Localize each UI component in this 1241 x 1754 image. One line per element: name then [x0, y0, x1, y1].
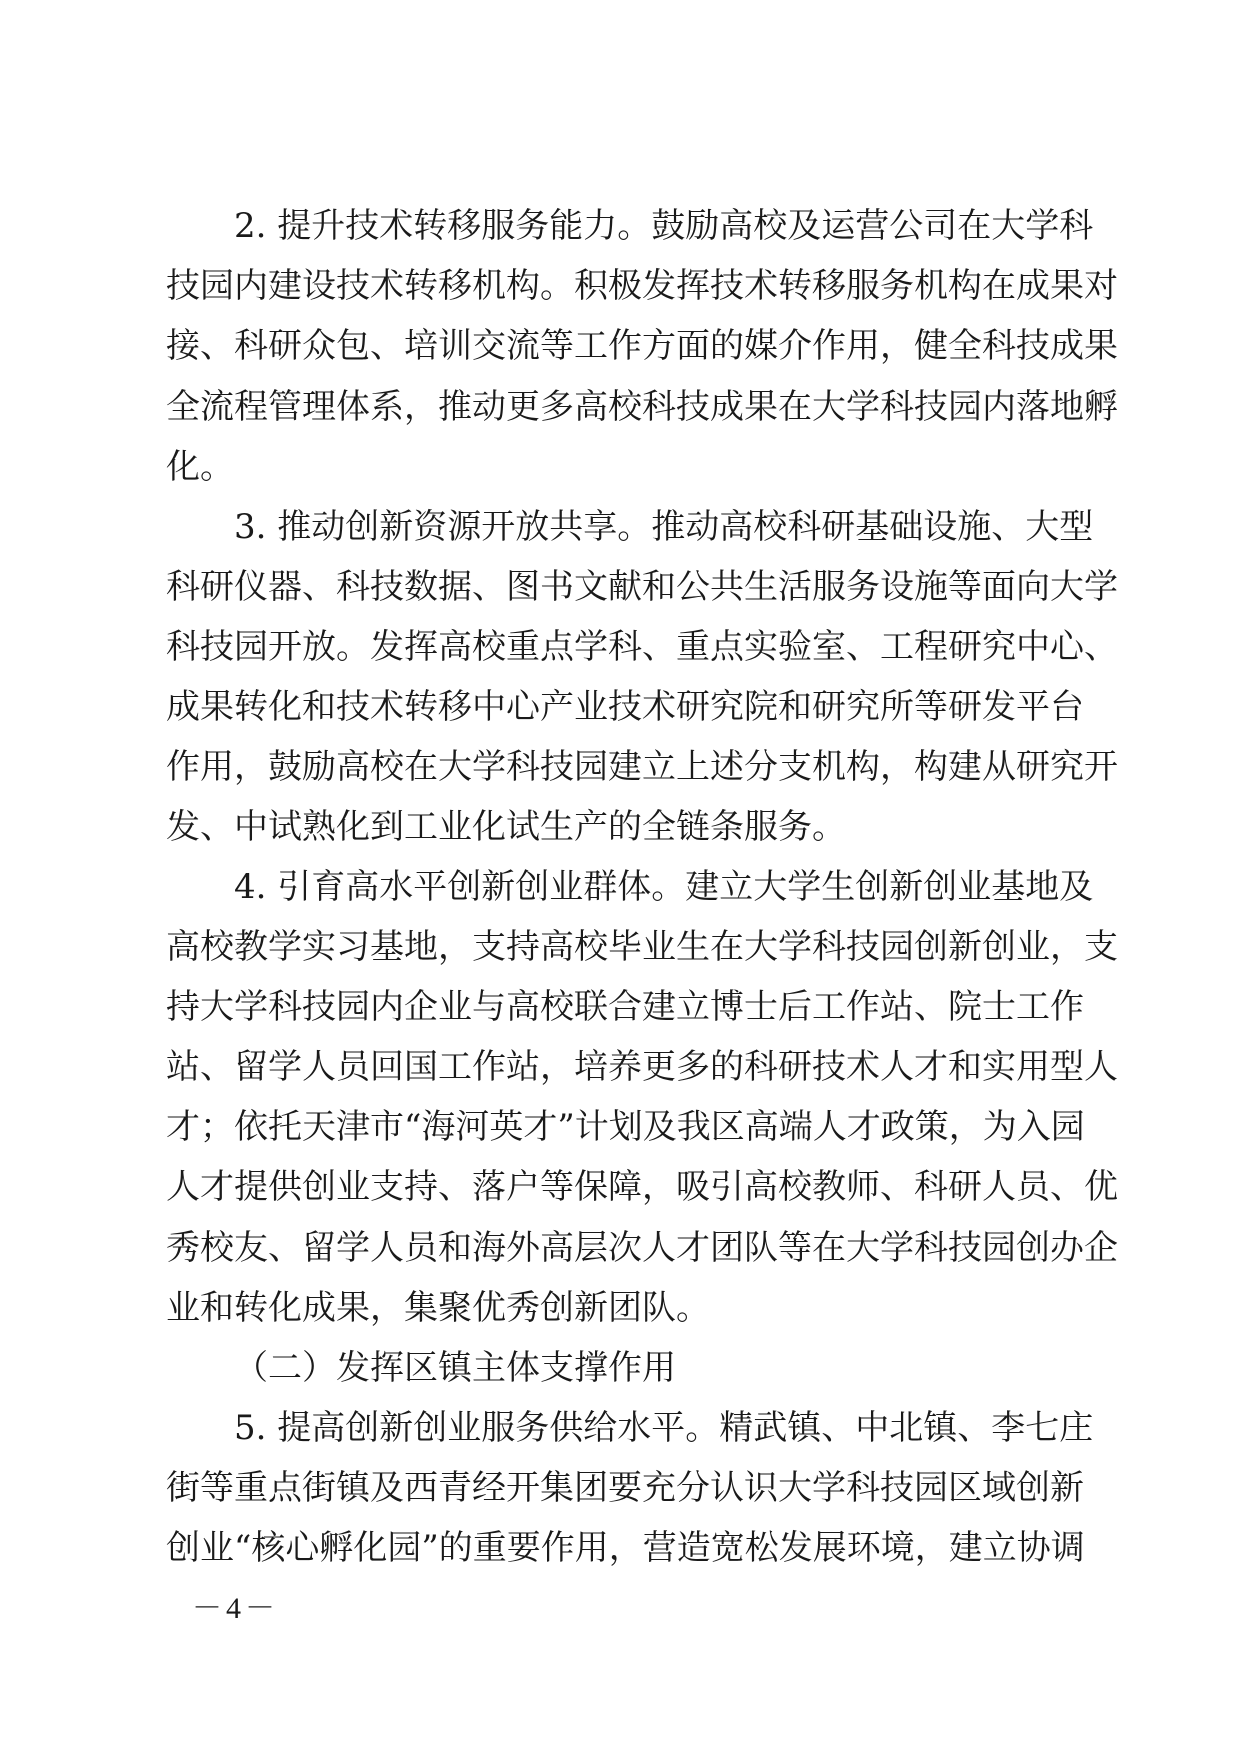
paragraph-2-line-5: 化。 — [166, 447, 234, 487]
paragraph-4-line-7: 秀校友、留学人员和海外高层次人才团队等在大学科技园创办企 — [166, 1228, 1118, 1268]
paragraph-4-line-4: 站、留学人员回国工作站，培养更多的科研技术人才和实用型人 — [166, 1047, 1118, 1087]
paragraph-2-line-3: 接、科研众包、培训交流等工作方面的媒介作用，健全科技成果 — [166, 326, 1118, 366]
paragraph-4-line-8: 业和转化成果，集聚优秀创新团队。 — [166, 1288, 710, 1328]
paragraph-2-line-4: 全流程管理体系，推动更多高校科技成果在大学科技园内落地孵 — [166, 387, 1118, 427]
section-heading: （二）发挥区镇主体支撑作用 — [234, 1348, 676, 1388]
paragraph-3-line-5: 作用，鼓励高校在大学科技园建立上述分支机构，构建从研究开 — [166, 747, 1118, 787]
paragraph-3-line-2: 科研仪器、科技数据、图书文献和公共生活服务设施等面向大学 — [166, 567, 1118, 607]
paragraph-5-line-2: 街等重点街镇及西青经开集团要充分认识大学科技园区域创新 — [166, 1468, 1084, 1508]
paragraph-4-line-1: 4. 引育高水平创新创业群体。建立大学生创新创业基地及 — [234, 867, 1094, 907]
paragraph-2-line-2: 技园内建设技术转移机构。积极发挥技术转移服务机构在成果对 — [166, 266, 1118, 306]
paragraph-4-line-5: 才；依托天津市“海河英才”计划及我区高端人才政策，为入园 — [166, 1107, 1085, 1147]
paragraph-4-line-3: 持大学科技园内企业与高校联合建立博士后工作站、院士工作 — [166, 987, 1084, 1027]
paragraph-2-line-1: 2. 提升技术转移服务能力。鼓励高校及运营公司在大学科 — [234, 206, 1094, 246]
paragraph-3-line-6: 发、中试熟化到工业化试生产的全链条服务。 — [166, 807, 846, 847]
paragraph-5-line-3: 创业“核心孵化园”的重要作用，营造宽松发展环境，建立协调 — [166, 1528, 1085, 1568]
paragraph-4-line-6: 人才提供创业支持、落户等保障，吸引高校教师、科研人员、优 — [166, 1167, 1118, 1207]
page-number: －4－ — [192, 1592, 279, 1625]
paragraph-5-line-1: 5. 提高创新创业服务供给水平。精武镇、中北镇、李七庄 — [234, 1408, 1094, 1448]
paragraph-3-line-4: 成果转化和技术转移中心产业技术研究院和研究所等研发平台 — [166, 687, 1084, 727]
paragraph-3-line-3: 科技园开放。发挥高校重点学科、重点实验室、工程研究中心、 — [166, 627, 1118, 667]
paragraph-4-line-2: 高校教学实习基地，支持高校毕业生在大学科技园创新创业，支 — [166, 927, 1118, 967]
paragraph-3-line-1: 3. 推动创新资源开放共享。推动高校科研基础设施、大型 — [234, 507, 1094, 547]
